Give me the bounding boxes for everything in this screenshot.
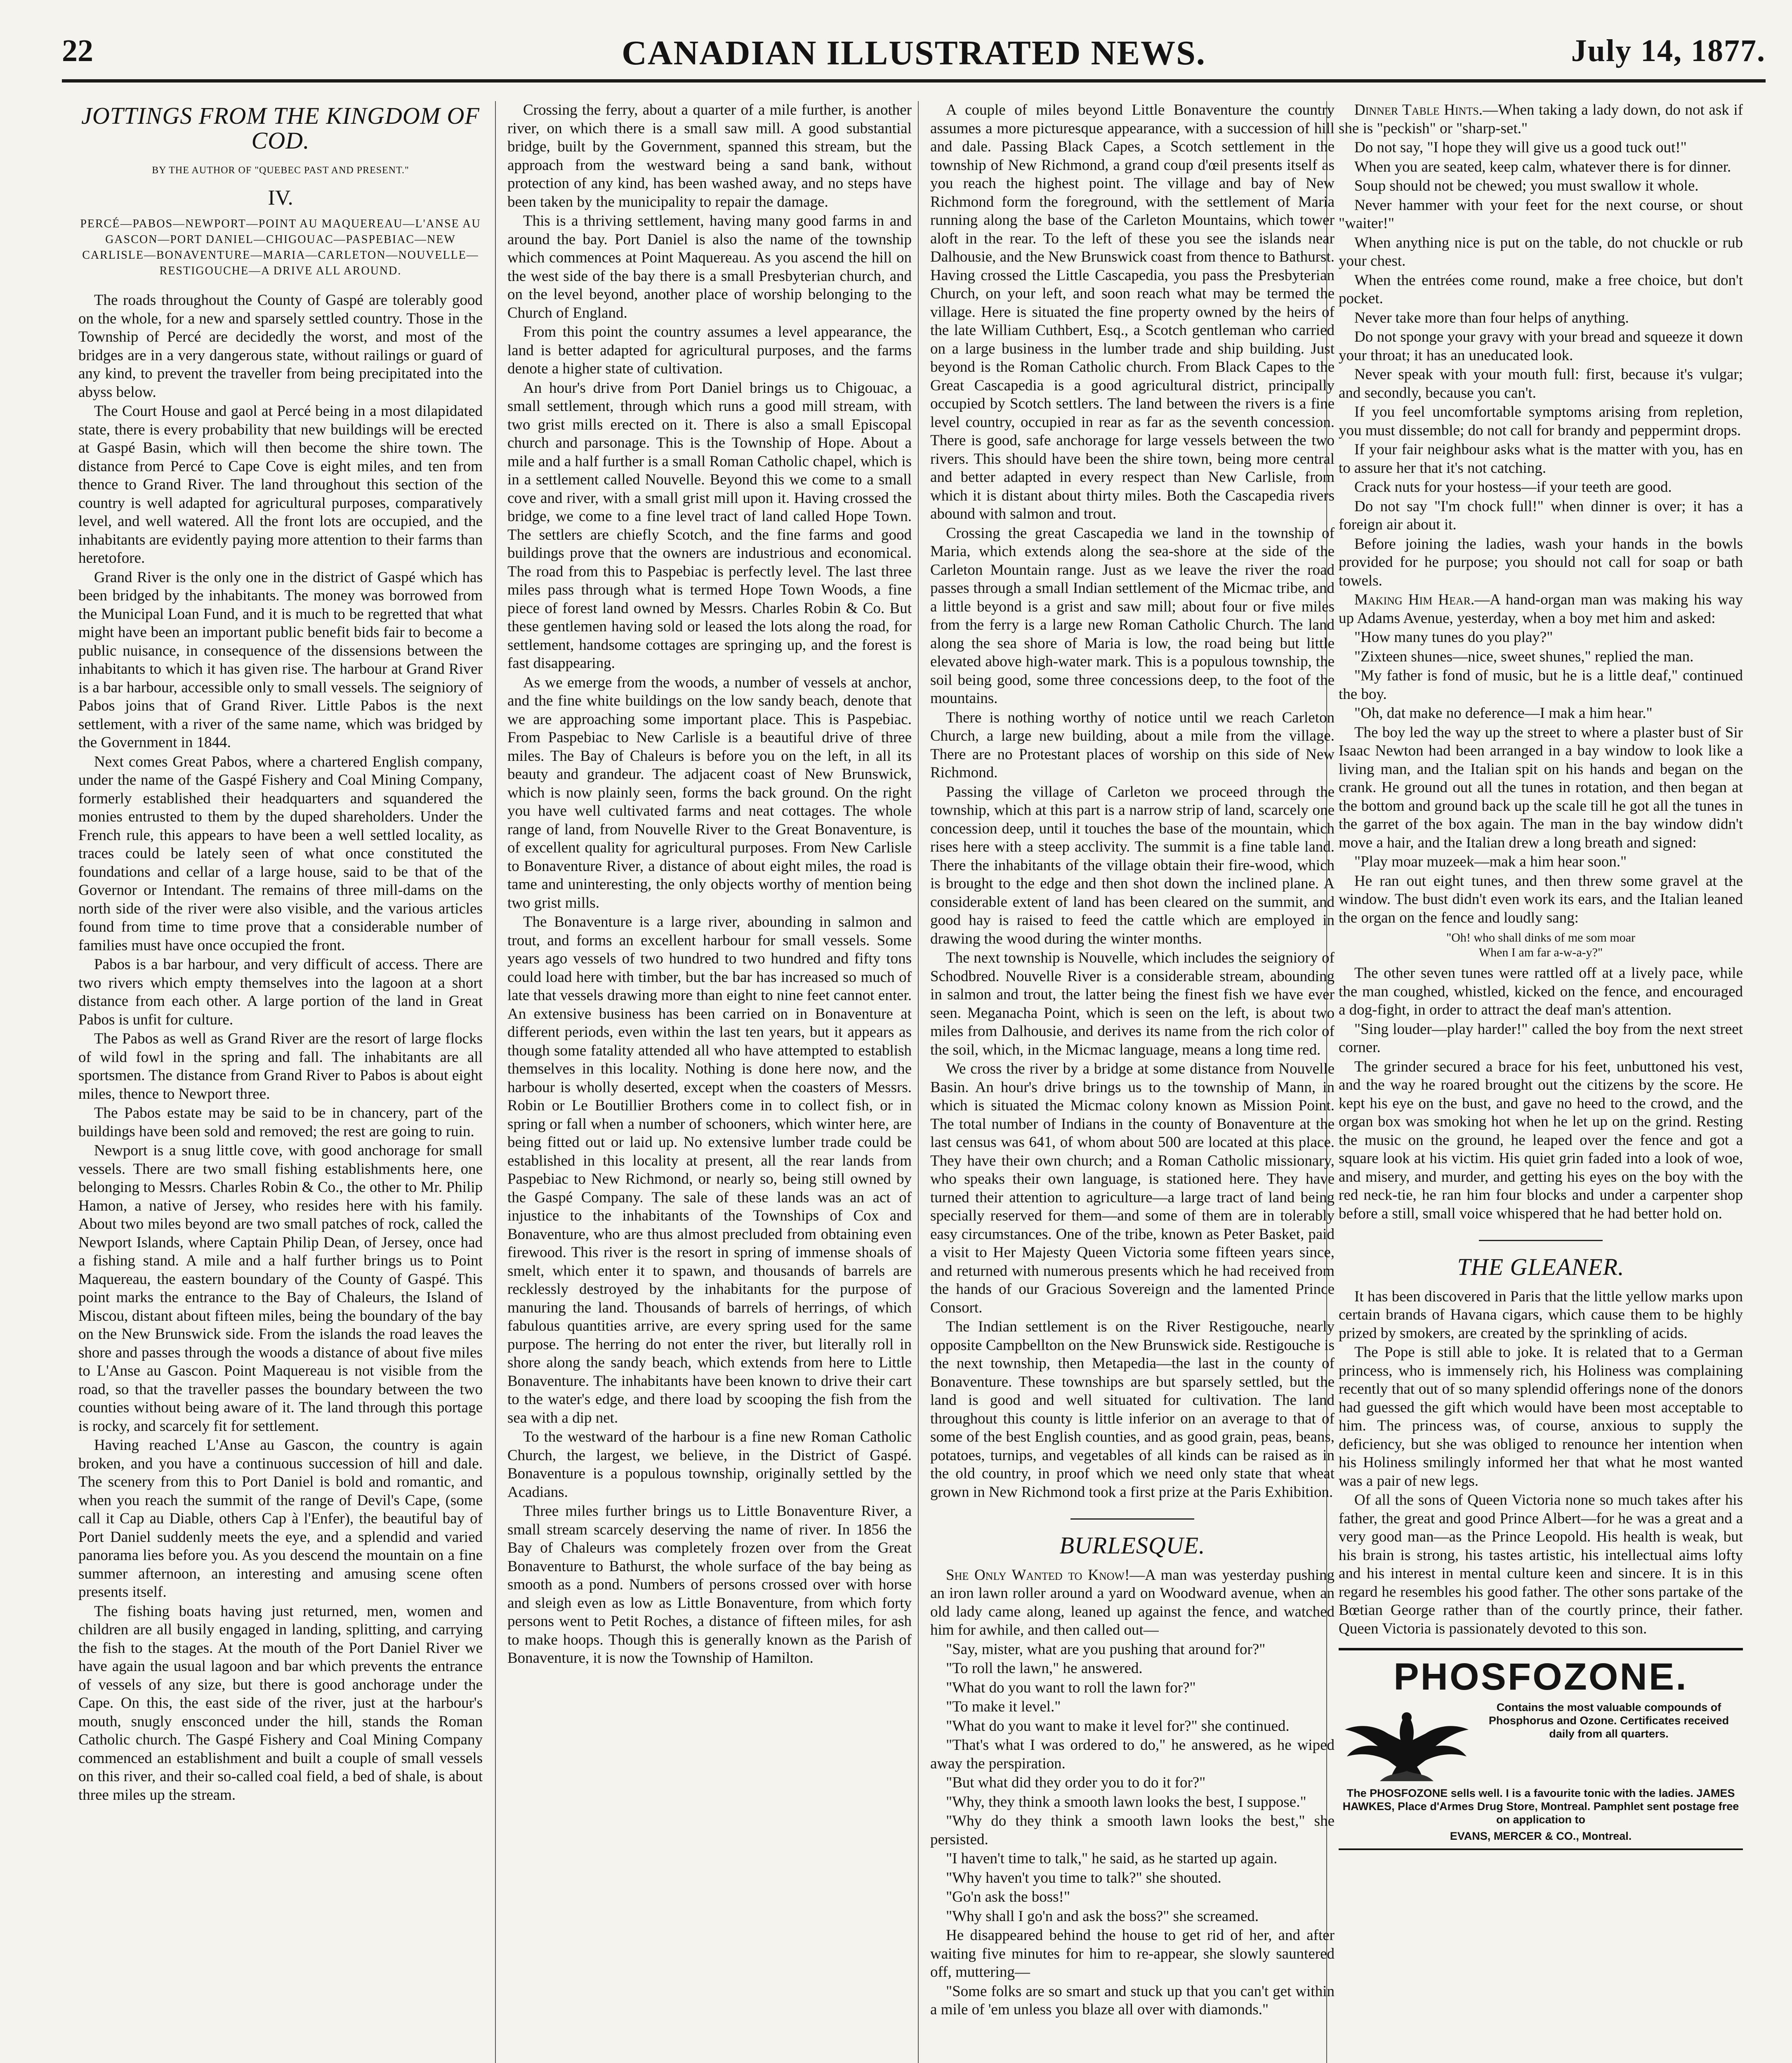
paragraph: The fishing boats having just returned, men, women and children are all busily engaged in landing, splitting, and carrying the fish to the stages. At the mouth of the Port Daniel River we have again the usual lagoon and bar which prevents the entrance of vessels of any size, but there is good anchorage under the Cape. On this, the east side of the river, just at the harbour's mouth, snugly ensconced under the hill, stands the Roman Catholic church. The Gaspé Fishery and Coal Mining Company commenced an establishment and built a couple of small vessels on this river, and their so-called coal field, a bed of shale, is about three miles up the stream. [78, 1603, 483, 1803]
paragraph: Do not say "I'm chock full!" when dinner is over; it has a foreign air about it. [1339, 498, 1743, 533]
phosfozone-advertisement [1339, 1648, 1743, 1850]
paragraph: Crack nuts for your hostess—if your teeth are good. [1354, 479, 1672, 496]
paragraph: Having reached L'Anse au Gascon, the country is again broken, and you have a continuous succession of hill and dale. The scenery from this to Port Daniel is bold and romantic, and when you reach the summit of the range of Devil's Cape, (some call it Cap au Diable, others Cap à l'Enfer), the beautiful bay of Port Daniel suddenly meets the eye, and a splendid and varied panorama lies before you. As you descend the mountain on a fine summer afternoon, an interesting and amusing scene often presents itself. [78, 1437, 483, 1600]
column-rule [495, 101, 496, 2063]
paragraph: —When taking a lady down, do not ask if she is "peckish" or "sharp-set." [1339, 101, 1743, 137]
song-verse [1339, 930, 1743, 960]
paragraph: The Pabos as well as Grand River are the resort of large flocks of wild fowl in the spring and fall. The inhabitants are all sportsmen. The distance from Grand River to Pabos is about eight miles, thence to Newport three. [78, 1030, 483, 1102]
paragraph: Never speak with your mouth full: first, because it's vulgar; and secondly, because you can't. [1339, 366, 1743, 401]
item-lead-in: Making Him Hear. [1354, 591, 1475, 608]
verse-line: "Oh! who shall dinks of me som moar [1446, 931, 1636, 944]
paragraph: When you are seated, keep calm, whatever there is for dinner. [1354, 158, 1731, 175]
phoenix-emblem-icon [1339, 1701, 1475, 1783]
masthead [62, 33, 1766, 78]
paragraph: There is nothing worthy of notice until we reach Carleton Church, a large new building, about a mile from the village. There are no Protestant places of worship on this side of New Richmond. [930, 709, 1335, 781]
paragraph: Do not say, "I hope they will give us a good tuck out!" [1354, 139, 1687, 156]
paragraph: The grinder secured a brace for his feet, unbuttoned his vest, and the way he roared brought out the citizens by the score. He kept his eye on the bust, and gave no heed to the crowd, and the organ box was smoking hot when he let up on the grind. Resting the music on the ground, he leaped over the fence and got a square look at his victim. His quiet grin faded into a look of woe, and misery, and murder, and getting his eyes on the boy with the red neck-tie, he ran him four blocks and under a carpenter shop before a still, small voice whispered that he had better hold on. [1339, 1058, 1743, 1222]
ad-blurb: Contains the most valuable compounds of Phosphorus and Ozone. Certificates received daily from all quarters. [1488, 1701, 1729, 1740]
paragraph: "Some folks are so smart and stuck up that you can't get within a mile of 'em unless you blaze all over with diamonds." [930, 1983, 1335, 2018]
paragraph: The roads throughout the County of Gaspé are tolerably good on the whole, for a new and sparsely settled country. Those in the Township of Percé are decidedly the worst, and most of the bridges are in a very dangerous state, without railings or guard of any kind, to prevent the traveller from being precipitated into the abyss below. [78, 292, 483, 401]
paragraph: "But what did they order you to do it for?" [946, 1774, 1206, 1791]
column-2 [507, 101, 912, 2063]
paragraph: "To make it level." [946, 1698, 1061, 1715]
paragraph: The Court House and gaol at Percé being in a most dilapidated state, there is every probability that new buildings will be erected at Gaspé Basin, which will then become the shire town. The distance from Percé to Cape Cove is eight miles, and ten from thence to Grand River. The land throughout this section of the country is well adapted for agricultural purposes, comparatively level, and well watered. All the front lots are occupied, and the inhabitants are evidently paying more attention to their farms than heretofore. [78, 403, 483, 566]
paragraph: "What do you want to make it level for?" she continued. [946, 1717, 1290, 1735]
paragraph: When the entrées come round, make a free choice, but don't pocket. [1339, 271, 1743, 307]
paragraph: —A hand-organ man was making his way up Adams Avenue, yesterday, when a boy met him and asked: [1339, 591, 1743, 627]
article-synopsis: PERCÉ—PABOS—NEWPORT—POINT AU MAQUEREAU—L'ANSE AU GASCON—PORT DANIEL—CHIGOUAC—PASPEBIAC—NEW CARLISLE—BONAVENTURE—MARIA—CARLETON—NOUVELLE—RESTIGOUCHE—A DRIVE ALL AROUND. [80, 217, 481, 277]
verse-line: When I am far a-w-a-y?" [1478, 946, 1603, 959]
paragraph: Next comes Great Pabos, where a chartered English company, under the name of the Gaspé Fishery and Coal Mining Company, formerly established their headquarters and squandered the monies entrusted to them by the duped shareholders. Under the French rule, this appears to have been a well settled locality, as traces could be lately seen of what once constituted the foundations and cellar of a large house, said to be that of the Governor or Intendant. The remains of three mill-dams on the north side of the river were also visible, and the various articles found from time to time prove that a considerable number of families must have once occupied the front. [78, 753, 483, 954]
paragraph: A couple of miles beyond Little Bonaventure the country assumes a more picturesque appearance, with a succession of hill and dale. Passing Black Capes, a Scotch settlement in the township of New Richmond, a grand coup d'œil presents itself as you reach the highest point. The village and bay of New Richmond form the foreground, with the settlement of Maria running along the base of the Carleton Mountains, which tower aloft in the rear. To the left of these you see the islands near Dalhousie, and the New Brunswick coast from thence to Bathurst. Having crossed the Little Cascapedia, you pass the Presbyterian Church, on your left, and soon reach what may be termed the village. Here is situated the fine property owned by the heirs of the late William Cuthbert, Esq., a Scotch gentleman who carried on a large business in the lumber trade and ship building. Just beyond is the Roman Catholic church. From Black Capes to the Great Cascapedia is a good agricultural district, principally occupied by Scotch settlers. The land between the rivers is a fine level country, occupied in rear as far as the seventh concession. There is good, safe anchorage for large vessels between the two rivers. This should have been the shire town, being more central and better adapted in every respect than New Carlisle, from which it is distant about thirty miles. Both the Cascapedia rivers abound with salmon and trout. [930, 101, 1335, 522]
paragraph: "Why haven't you time to talk?" she shouted. [946, 1869, 1221, 1886]
paragraph: As we emerge from the woods, a number of vessels at anchor, and the fine white buildings on the low sandy beach, denote that we are approaching some important place. This is Paspebiac. From Paspebiac to New Carlisle is a beautiful drive of three miles. The Bay of Chaleurs is before you on the left, in all its beauty and grandeur. The adjacent coast of New Brunswick, which is now plainly seen, forms the back ground. On the right you have well cultivated farms and neat cottages. The whole range of land, from Nouvelle River to the Great Bonaventure, is of excellent quality for agricultural purposes. From New Carlisle to Bonaventure River, a distance of about eight miles, the road is tame and uninteresting, the only objects worthy of mention being two grist mills. [507, 674, 912, 911]
paragraph: "To roll the lawn," he answered. [946, 1660, 1143, 1677]
column-4 [1339, 101, 1743, 2063]
paragraph: —A man was yesterday pushing an iron lawn roller around a yard on Woodward avenue, when an old lady came along, leaned up against the fence, and watched him for awhile, and then called out— [930, 1566, 1335, 1638]
paragraph: Three miles further brings us to Little Bonaventure River, a small stream scarcely deserving the name of river. In 1856 the Bay of Chaleurs was completely frozen over from the Great Bonaventure to Bathurst, the whole surface of the bay being as smooth as a pond. Numbers of persons crossed over with horse and sleigh even as low as Little Bonaventure, from which forty persons went to Petit Roches, a distance of fifteen miles, for ash to make hoops. Though this is generally known as the Parish of Bonaventure, it is now the Township of Hamilton. [507, 1503, 912, 1666]
paragraph: "Oh, dat make no deference—I mak a him hear." [1354, 705, 1653, 722]
paragraph: If you feel uncomfortable symptoms arising from repletion, you must dissemble; do not call for brandy and peppermint drops. [1339, 404, 1743, 439]
paragraph: Newport is a snug little cove, with good anchorage for small vessels. There are two small fishing establishments here, one belonging to Messrs. Charles Robin & Co., the other to Mr. Philip Hamon, a native of Jersey, who resides here with his family. About two miles beyond are two small patches of rock, called the Newport Islands, where Captain Philip Dean, of Jersey, once had a fishing stand. A mile and a half further brings us to Point Maquereau, the eastern boundary of the County of Gaspé. This point marks the entrance to the Bay of Chaleurs, the Island of Miscou, distant about fifteen miles, being the boundary of the bay on the New Brunswick side. From the islands the road leaves the shore and passes through the woods a distance of about five miles to L'Anse au Gascon. Point Maquereau is not visible from the road, so that the traveller passes the boundary between the two counties without being aware of it. The land through this portage is rocky, and scarcely fit for settlement. [78, 1142, 483, 1435]
paragraph: "That's what I was ordered to do," he answered, as he wiped away the perspiration. [930, 1737, 1335, 1772]
article-title: JOTTINGS FROM THE KINGDOM OF COD. [81, 102, 480, 154]
page-number: 22 [62, 33, 93, 68]
paragraph: The next township is Nouvelle, which includes the seigniory of Schodbred. Nouvelle River is a considerable stream, abounding in salmon and trout, the latter being the finest fish we have ever seen. Meganacha Point, which is seen on the left, is about two miles from Dalhousie, and derives its name from the rich color of the soil, which, in the Micmac language, means a long time red. [930, 949, 1335, 1058]
paragraph: The Bonaventure is a large river, abounding in salmon and trout, and forms an excellent harbour for small vessels. Some years ago vessels of two hundred to two hundred and fifty tons could load here with timber, but the bar has increased so much of late that vessels drawing more than eight to nine feet cannot enter. An extensive business has been carried on in Bonaventure at different periods, even within the last ten years, but it appears as though some fatality attended all who have attempted to establish themselves in this locality. Nothing is done here now, and the harbour is wholly deserted, except when the coasters of Messrs. Robin or Le Boutillier Brothers come in to collect fish, or in spring or fall when a number of schooners, which winter here, are being fitted out or laid up. No extensive lumber trade could be established in this locality at present, all the rear lands from Paspebiac to New Richmond, or nearly so, being still owned by the Gaspé Company. The sale of these lands was an act of injustice to the inhabitants of the Townships of Cox and Bonaventure, who are thus almost precluded from obtaining even firewood. This river is the resort in spring of immense shoals of smelt, which enter it to spawn, and thousands of barrels are recklessly destroyed by the inhabitants for the purpose of manuring the land. Thousands of barrels of herrings, of which fabulous quantities arrive, are every spring used for the same purpose. The herring do not enter the river, but literally roll in shore along the sandy beach, which extends from here to Little Bonaventure. The inhabitants have been known to drive their cart to the water's edge, and there load by scooping the fish from the sea with a dip net. [507, 913, 912, 1426]
section-heading-burlesque: BURLESQUE. [1059, 1532, 1205, 1559]
section-divider [930, 1509, 1335, 1527]
column-rule [918, 101, 919, 2063]
paragraph: The Indian settlement is on the River Restigouche, nearly opposite Campbellton on the New Brunswick side. Restigouche is the next township, then Metapedia—the last in the county of Bonaventure. These townships are but sparsely settled, but the land is good and well situated for cultivation. The land throughout this county is little inferior on an average to that of some of the best English counties, and as good grain, peas, beans, potatoes, turnips, and vegetables of all kinds can be raised as in the old country, in proof which we need only state that wheat grown in New Richmond took a first prize at the Paris Exhibition. [930, 1318, 1335, 1501]
paragraph: He disappeared behind the house to get rid of her, and after waiting five minutes for him to re-appear, she slowly sauntered off, muttering— [930, 1927, 1335, 1980]
article-byline: BY THE AUTHOR OF "QUEBEC PAST AND PRESENT." [152, 165, 409, 176]
paragraph: "Go'n ask the boss!" [946, 1888, 1070, 1905]
paragraph: Pabos is a bar harbour, and very difficult of access. There are two rivers which empty themselves into the lagoon at a short distance from each other. A large portion of the land in Great Pabos is unfit for culture. [78, 956, 483, 1028]
paragraph: If your fair neighbour asks what is the matter with you, has en to assure her that it's not catching. [1339, 441, 1743, 477]
paragraph: The Pope is still able to joke. It is related that to a German princess, who is immensely rich, his Holiness was complaining recently that out of so many splendid offerings none of the donors had guessed the gift which would have been most acceptable to him. The princess was, of course, anxious to supply the deficiency, but she was obliged to renounce her intention when his Holiness smilingly informed her that what he most wanted was a pair of new legs. [1339, 1344, 1743, 1489]
paragraph: "Why, they think a smooth lawn looks the best, I suppose." [946, 1793, 1306, 1810]
paragraph: "Zixteen shunes—nice, sweet shunes," replied the man. [1354, 648, 1694, 665]
paragraph: "My father is fond of music, but he is a little deaf," continued the boy. [1339, 667, 1743, 703]
paragraph: From this point the country assumes a level appearance, the land is better adapted for agricultural purposes, and the farms denote a higher state of cultivation. [507, 323, 912, 377]
paragraph: Never take more than four helps of anything. [1354, 309, 1629, 326]
paragraph: "Why shall I go'n and ask the boss?" she screamed. [946, 1907, 1259, 1925]
column-3 [930, 101, 1335, 2063]
paragraph: This is a thriving settlement, having many good farms in and around the bay. Port Daniel is also the name of the township which commences at Point Maquereau. As you ascend the hill on the west side of the bay there is a small Presbyterian church, and on the level beyond, another place of worship belonging to the Church of England. [507, 212, 912, 321]
paragraph: "I haven't time to talk," he said, as he started up again. [946, 1850, 1278, 1867]
masthead-rule [62, 79, 1766, 83]
paragraph: Passing the village of Carleton we proceed through the township, which at this part is a narrow strip of land, scarcely one concession deep, until it touches the base of the mountain, which rises here with a steep acclivity. The summit is a fine table land. There the inhabitants of the village obtain their fire-wood, which is brought to the edge and then shot down the inclined plane. A considerable extent of land has been cleared on the summit, and good hay is raised to feed the cattle which are employed in drawing the wood during the winter months. [930, 783, 1335, 947]
paragraph: Soup should not be chewed; you must swallow it whole. [1354, 177, 1699, 194]
paragraph: Crossing the great Cascapedia we land in the township of Maria, which extends along the sea-shore at the side of the Carleton Mountain range. Just as we leave the river the road passes through a small Indian settlement of the Micmac tribe, and a little beyond is a grist and saw mill; about four or five miles from the ferry is a large new Roman Catholic Church. The land along the sea shore of Maria is low, the road being but little elevated above high-water mark. This is a populous township, the soil being good, some three concessions deep, to the foot of the mountains. [930, 524, 1335, 707]
paragraph: To the westward of the harbour is a fine new Roman Catholic Church, the largest, we believe, in the District of Gaspé. Bonaventure is a populous township, originally settled by the Acadians. [507, 1428, 912, 1501]
ad-body: The PHOSFOZONE sells well. I is a favourite tonic with the ladies. JAMES HAWKES, Place d'Armes Drug Store, Montreal. Pamphlet sent postage free on application to [1342, 1787, 1739, 1826]
paragraph: Of all the sons of Queen Victoria none so much takes after his father, the great and good Prince Albert—for he was a great and a very good man—as the Prince Leopold. His health is weak, but his brain is strong, his tastes artistic, his intellectual aims lofty and his interest in mental culture keen and sincere. It is in this regard he resembles his good father. The other sons partake of the Bœtian George rather than of the courtly prince, their father. Queen Victoria is passionately devoted to this son. [1339, 1492, 1743, 1637]
paragraph: We cross the river by a bridge at some distance from Nouvelle Basin. An hour's drive brings us to the township of Mann, in which is situated the Micmac colony known as Mission Point. The total number of Indians in the county of Bonaventure at the last census was 641, of whom about 500 are located at this place. They have their own church; and a Roman Catholic missionary, who speaks their own language, is stationed here. They have turned their attention to agriculture—a large tract of land being specially reserved for them—and some of them are in tolerably easy circumstances. One of the tribe, known as Peter Basket, paid a visit to Her Majesty Queen Victoria some fifteen years since, and returned with numerous presents which he had received from the hands of our Gracious Sovereign and the lamented Prince Consort. [930, 1060, 1335, 1316]
paragraph: Do not sponge your gravy with your bread and squeeze it down your throat; it has an uneducated look. [1339, 328, 1743, 364]
paragraph: "Say, mister, what are you pushing that around for?" [946, 1640, 1266, 1658]
paragraph: Never hammer with your feet for the next course, or shout "waiter!" [1339, 196, 1743, 232]
item-lead-in: Dinner Table Hints. [1354, 101, 1483, 118]
publication-date: July 14, 1877. [1571, 33, 1766, 68]
paragraph: "Sing louder—play harder!" called the boy from the next street corner. [1339, 1020, 1743, 1056]
section-divider [1339, 1230, 1743, 1249]
paragraph: An hour's drive from Port Daniel brings us to Chigouac, a small settlement, through which runs a good mill stream, with two grist mills erected on it. There is also a small Episcopal church and parsonage. This is the Township of Hope. About a mile and a half further is a small Roman Catholic chapel, which is in a settlement called Nouvelle. Beyond this we come to a small cove and river, with a small grist mill upon it. Having crossed the bridge, we come to a fine level tract of land called Hope Town. The settlers are chiefly Scotch, and the fine farms and good buildings prove that the owners are industrious and economical. The road from this to Paspebiac is perfectly level. The last three miles pass through what is termed Hope Town Woods, a fine piece of forest land owned by Messrs. Charles Robin & Co. But these gentlemen having sold or leased the lots along the road, for settlement, handsome cottages are springing up, and the forest is fast disappearing. [507, 379, 912, 672]
paper-title: CANADIAN ILLUSTRATED NEWS. [622, 34, 1206, 72]
section-heading-gleaner: THE GLEANER. [1457, 1253, 1625, 1280]
paragraph: "How many tunes do you play?" [1354, 629, 1553, 646]
paragraph: Before joining the ladies, wash your hands in the bowls provided for he purpose; you should not call for soap or bath towels. [1339, 535, 1743, 589]
paragraph: It has been discovered in Paris that the little yellow marks upon certain brands of Havana cigars, which cause them to be highly prized by smokers, are created by the sprinkling of acids. [1339, 1288, 1743, 1342]
article-part: IV. [268, 186, 293, 210]
ad-agent: EVANS, MERCER & CO., Montreal. [1450, 1830, 1632, 1842]
ad-title: PHOSFOZONE. [1394, 1656, 1688, 1698]
item-lead-in: She Only Wanted to Know! [946, 1566, 1130, 1584]
paragraph: "Why do they think a smooth lawn looks the best," she persisted. [930, 1813, 1335, 1848]
column-1 [78, 101, 483, 2063]
paragraph: "What do you want to roll the lawn for?" [946, 1679, 1196, 1696]
paragraph: When anything nice is put on the table, do not chuckle or rub your chest. [1339, 234, 1743, 269]
paragraph: He ran out eight tunes, and then threw some gravel at the window. The bust didn't even work its ears, and the Italian leaned the organ on the fence and loudly sang: [1339, 872, 1743, 926]
paragraph: Crossing the ferry, about a quarter of a mile further, is another river, on which there is a small saw mill. A good substantial bridge, built by the Government, spanned this stream, but the approach from the westward being a sand bank, without protection of any kind, has been washed away, and no steps have been taken by the municipality to repair the damage. [507, 101, 912, 210]
paragraph: The other seven tunes were rattled off at a lively pace, while the man coughed, whistled, kicked on the fence, and encouraged a dog-fight, in order to attract the deaf man's attention. [1339, 965, 1743, 1018]
paragraph: The boy led the way up the street to where a plaster bust of Sir Isaac Newton had been arranged in a bay window to look like a living man, and the Italian spit on his hands and began on the crank. He ground out all the tunes in rotation, and then began at the bottom and ground back up the scale till he got all the tunes in the garret of the box again. The man in the bay window didn't move a hair, and the Italian drew a long breath and signed: [1339, 724, 1743, 851]
paragraph: Grand River is the only one in the district of Gaspé which has been bridged by the inhabitants. The money was borrowed from the Municipal Loan Fund, and it is much to be regretted that what might have been an important public benefit bids fair to become a public nuisance, in consequence of the dissensions between the inhabitants to which it has given rise. The harbour at Grand River is a bar harbour, accessible only to small vessels. The seigniory of Pabos joins that of Grand River. Little Pabos is the next settlement, with a river of the same name, which was bridged by the Government in 1844. [78, 569, 483, 751]
paragraph: "Play moar muzeek—mak a him hear soon." [1354, 853, 1627, 870]
paragraph: The Pabos estate may be said to be in chancery, part of the buildings have been sold and removed; the rest are going to ruin. [78, 1105, 483, 1140]
